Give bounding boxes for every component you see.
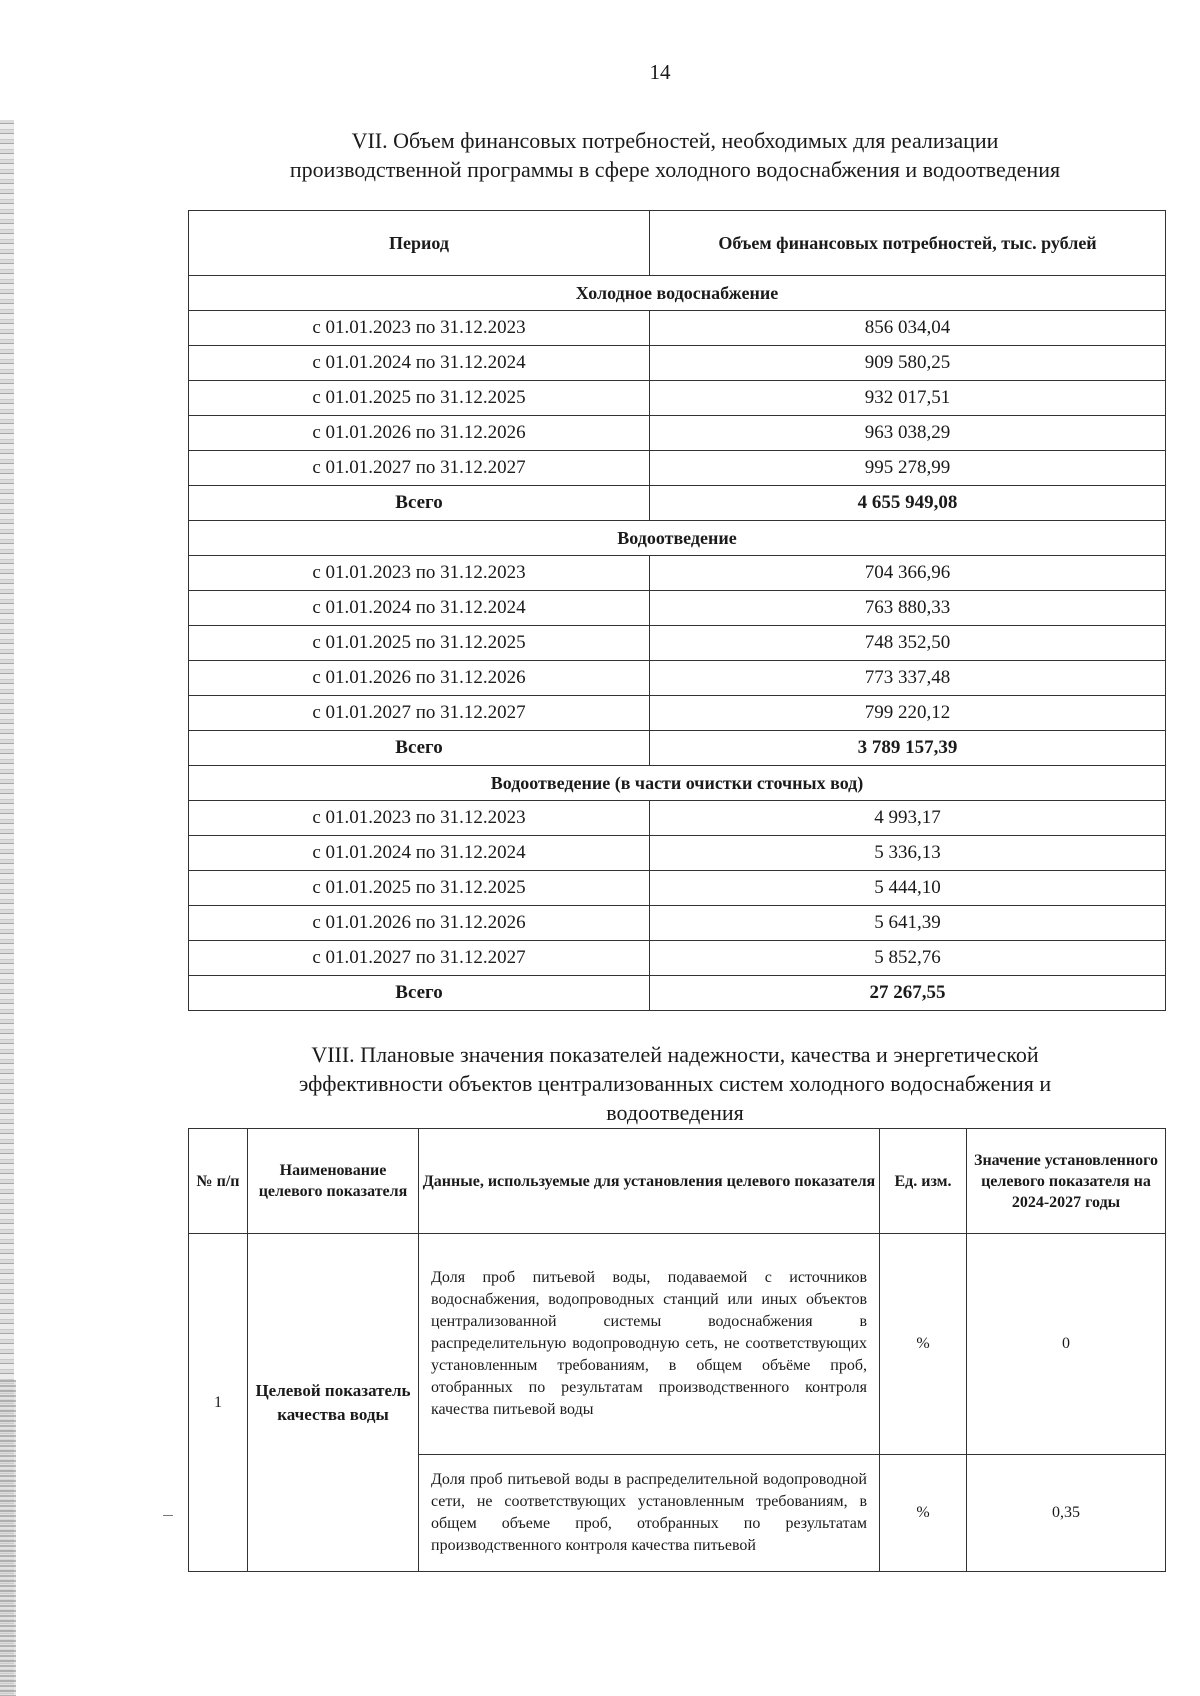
value-cell: 856 034,04 bbox=[650, 311, 1166, 346]
period-cell: с 01.01.2026 по 31.12.2026 bbox=[189, 906, 650, 941]
header-period: Период bbox=[189, 211, 650, 276]
header-num: № п/п bbox=[189, 1129, 248, 1234]
period-cell: с 01.01.2027 по 31.12.2027 bbox=[189, 451, 650, 486]
table-row bbox=[189, 696, 1166, 731]
group-row bbox=[189, 766, 1166, 801]
indicator-data-cell bbox=[419, 1234, 880, 1455]
table-row bbox=[189, 941, 1166, 976]
value-cell: 5 336,13 bbox=[650, 836, 1166, 871]
period-cell: с 01.01.2023 по 31.12.2023 bbox=[189, 801, 650, 836]
table-row bbox=[189, 801, 1166, 836]
section-7-title bbox=[185, 126, 1165, 184]
value-cell: 5 444,10 bbox=[650, 871, 1166, 906]
table-row bbox=[189, 416, 1166, 451]
period-cell: с 01.01.2024 по 31.12.2024 bbox=[189, 346, 650, 381]
value-cell: 4 993,17 bbox=[650, 801, 1166, 836]
indicator-name: Целевой показатель качества воды bbox=[255, 1380, 411, 1424]
section-7-title-line-2: производственной программы в сфере холодного водоснабжения и водоотведения bbox=[289, 157, 1061, 182]
indicator-data: Доля проб питьевой воды, подаваемой с источников водоснабжения, водопроводных станций или иных объектов централизованной системы водоснабжения в распределительную водопроводную сеть, не соответствующих установленным требованиям, в общем объёме проб, отобранных по результатам производственного контроля качества питьевой воды bbox=[431, 1269, 867, 1418]
total-row bbox=[189, 486, 1166, 521]
total-row bbox=[189, 976, 1166, 1011]
table-row bbox=[189, 871, 1166, 906]
group-title: Водоотведение (в части очистки сточных вод) bbox=[189, 766, 1166, 801]
value-cell: 5 641,39 bbox=[650, 906, 1166, 941]
section-8-title bbox=[185, 1040, 1165, 1127]
table-row bbox=[189, 311, 1166, 346]
table-header-row bbox=[189, 1129, 1166, 1234]
period-cell: с 01.01.2026 по 31.12.2026 bbox=[189, 416, 650, 451]
total-value: 4 655 949,08 bbox=[650, 486, 1166, 521]
value-cell: 963 038,29 bbox=[650, 416, 1166, 451]
table-row bbox=[189, 626, 1166, 661]
value-cell: 704 366,96 bbox=[650, 556, 1166, 591]
group-row bbox=[189, 521, 1166, 556]
group-row bbox=[189, 276, 1166, 311]
indicator-unit: % bbox=[880, 1234, 967, 1455]
indicator-data-cell bbox=[419, 1455, 880, 1572]
table-row bbox=[189, 661, 1166, 696]
period-cell: с 01.01.2027 по 31.12.2027 bbox=[189, 696, 650, 731]
value-cell: 773 337,48 bbox=[650, 661, 1166, 696]
indicator-value: 0 bbox=[967, 1234, 1166, 1455]
value-cell: 909 580,25 bbox=[650, 346, 1166, 381]
indicators-table bbox=[188, 1128, 1166, 1572]
header-unit: Ед. изм. bbox=[880, 1129, 967, 1234]
page-number: 14 bbox=[649, 60, 671, 84]
table-row bbox=[189, 591, 1166, 626]
indicator-value: 0,35 bbox=[967, 1455, 1166, 1572]
header-volume: Объем финансовых потребностей, тыс. рублей bbox=[650, 211, 1166, 276]
period-cell: с 01.01.2024 по 31.12.2024 bbox=[189, 591, 650, 626]
table-row bbox=[189, 346, 1166, 381]
indicator-unit: % bbox=[880, 1455, 967, 1572]
period-cell: с 01.01.2025 по 31.12.2025 bbox=[189, 626, 650, 661]
financial-needs-table bbox=[188, 210, 1166, 1011]
header-data: Данные, используемые для установления целевого показателя bbox=[419, 1129, 880, 1234]
table-row bbox=[189, 556, 1166, 591]
period-cell: с 01.01.2023 по 31.12.2023 bbox=[189, 311, 650, 346]
period-cell: с 01.01.2025 по 31.12.2025 bbox=[189, 871, 650, 906]
period-cell: с 01.01.2026 по 31.12.2026 bbox=[189, 661, 650, 696]
row-number: 1 bbox=[189, 1234, 248, 1572]
period-cell: с 01.01.2024 по 31.12.2024 bbox=[189, 836, 650, 871]
period-cell: с 01.01.2023 по 31.12.2023 bbox=[189, 556, 650, 591]
section-7-title-line-1: VII. Объем финансовых потребностей, необходимых для реализации bbox=[351, 128, 999, 153]
value-cell: 995 278,99 bbox=[650, 451, 1166, 486]
header-value: Значение установленного целевого показателя на 2024-2027 годы bbox=[967, 1129, 1166, 1234]
value-cell: 799 220,12 bbox=[650, 696, 1166, 731]
table-row bbox=[189, 906, 1166, 941]
table-row bbox=[189, 1234, 1166, 1455]
period-cell: с 01.01.2027 по 31.12.2027 bbox=[189, 941, 650, 976]
table-row bbox=[189, 451, 1166, 486]
total-label: Всего bbox=[189, 486, 650, 521]
total-label: Всего bbox=[189, 731, 650, 766]
value-cell: 763 880,33 bbox=[650, 591, 1166, 626]
table-row bbox=[189, 381, 1166, 416]
total-value: 3 789 157,39 bbox=[650, 731, 1166, 766]
section-8-title-line-3: водоотведения bbox=[606, 1100, 744, 1125]
indicator-name-cell bbox=[248, 1234, 419, 1572]
header-name: Наименование целевого показателя bbox=[248, 1129, 419, 1234]
value-cell: 748 352,50 bbox=[650, 626, 1166, 661]
scan-edge-artifact-bottom bbox=[0, 1380, 16, 1696]
group-title: Холодное водоснабжение bbox=[189, 276, 1166, 311]
section-8-title-line-1: VIII. Плановые значения показателей надежности, качества и энергетической bbox=[311, 1042, 1039, 1067]
total-row bbox=[189, 731, 1166, 766]
value-cell: 932 017,51 bbox=[650, 381, 1166, 416]
group-title: Водоотведение bbox=[189, 521, 1166, 556]
total-label: Всего bbox=[189, 976, 650, 1011]
section-8-title-line-2: эффективности объектов централизованных систем холодного водоснабжения и bbox=[298, 1071, 1052, 1096]
table-row bbox=[189, 836, 1166, 871]
period-cell: с 01.01.2025 по 31.12.2025 bbox=[189, 381, 650, 416]
margin-mark bbox=[163, 1515, 173, 1516]
total-value: 27 267,55 bbox=[650, 976, 1166, 1011]
value-cell: 5 852,76 bbox=[650, 941, 1166, 976]
indicator-data: Доля проб питьевой воды в распределительной водопроводной сети, не соответствующих установленным требованиям, в общем объеме проб, отобранных по результатам производственного контроля качества питьевой bbox=[431, 1471, 867, 1554]
table-header-row bbox=[189, 211, 1166, 276]
